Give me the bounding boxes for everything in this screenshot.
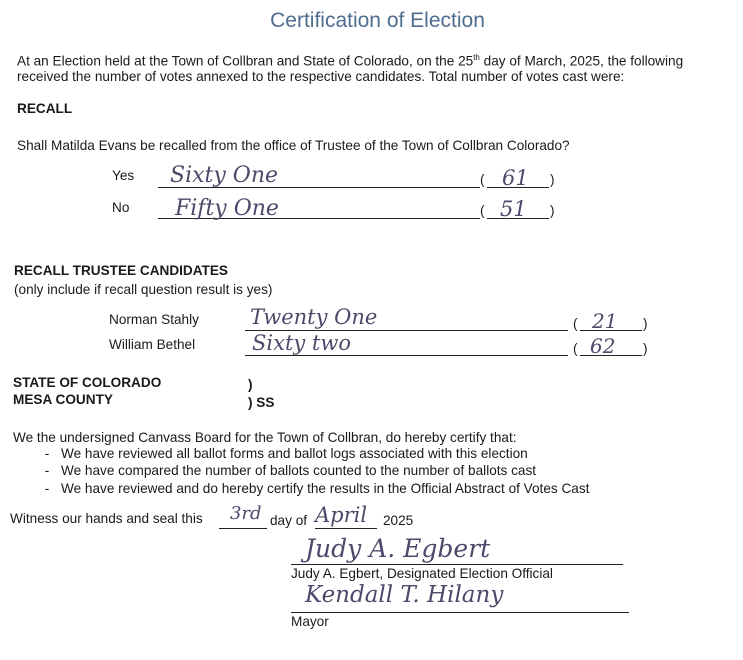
witness-month-line	[315, 528, 377, 529]
yes-written-votes: Sixty One	[170, 163, 279, 188]
witness-day-line	[219, 528, 267, 529]
no-count: 51	[500, 197, 527, 221]
bullet-dash: -	[44, 446, 50, 461]
venue-state: STATE OF COLORADO	[13, 375, 162, 390]
trustee-heading: RECALL TRUSTEE CANDIDATES	[14, 263, 228, 278]
witness-day: 3rd	[230, 503, 262, 524]
certify-item-2: - We have compared the number of ballots counted to the number of ballots cast	[33, 463, 536, 478]
no-paren-open: (	[480, 203, 485, 218]
candidate-1-paren-close: )	[643, 316, 648, 331]
candidate-2-paren-close: )	[643, 341, 648, 356]
option-label-yes: Yes	[112, 168, 135, 183]
yes-count: 61	[502, 166, 529, 190]
candidate-2-written-line	[245, 355, 568, 356]
certify-intro: We the undersigned Canvass Board for the Town of Collbran, do hereby certify that:	[13, 430, 517, 445]
option-label-no: No	[112, 200, 130, 215]
intro-line-1: At an Election held at the Town of Collbran and State of Colorado, on the 25th day of March, 2025, the following	[17, 53, 684, 69]
candidate-name-1: Norman Stahly	[109, 312, 199, 327]
trustee-note: (only include if recall question result is yes)	[14, 282, 273, 297]
bullet-dash: -	[44, 481, 50, 496]
witness-pre: Witness our hands and seal this	[10, 511, 203, 526]
document-title: Certification of Election	[270, 9, 485, 32]
signature-caption-2: Mayor	[291, 614, 329, 629]
signature-caption-1: Judy A. Egbert, Designated Election Official	[291, 566, 553, 581]
yes-paren-open: (	[480, 172, 485, 187]
candidate-1-paren-open: (	[573, 316, 578, 331]
candidate-name-2: William Bethel	[109, 337, 196, 352]
venue-paren: )	[248, 377, 253, 392]
candidate-2-written-votes: Sixty two	[252, 331, 351, 355]
witness-month: April	[315, 503, 368, 527]
signature-line-1	[291, 564, 623, 565]
candidate-2-paren-open: (	[573, 341, 578, 356]
no-written-votes: Fifty One	[175, 196, 279, 221]
witness-year: 2025	[383, 513, 414, 528]
signature-line-2	[291, 612, 629, 613]
venue-ss: ) SS	[248, 395, 275, 410]
bullet-dash: -	[44, 463, 50, 478]
venue-county: MESA COUNTY	[13, 392, 113, 407]
recall-heading: RECALL	[17, 101, 73, 116]
signature-election-official: Judy A. Egbert	[305, 534, 491, 563]
certify-item-3: - We have reviewed and do hereby certify the results in the Official Abstract of Votes Cast	[33, 481, 589, 496]
recall-question: Shall Matilda Evans be recalled from the office of Trustee of the Town of Collbran Colorado?	[17, 138, 570, 153]
certify-item-1: - We have reviewed all ballot forms and ballot logs associated with this election	[33, 446, 528, 461]
candidate-1-written-votes: Twenty One	[250, 305, 378, 329]
yes-paren-close: )	[550, 172, 555, 187]
candidate-1-count: 21	[592, 309, 618, 333]
signature-mayor: Kendall T. Hilany	[305, 582, 504, 608]
no-paren-close: )	[550, 203, 555, 218]
intro-line-2: received the number of votes annexed to the respective candidates. Total number of votes cast were:	[17, 69, 625, 84]
witness-mid: day of	[270, 513, 308, 528]
candidate-2-count: 62	[590, 334, 616, 358]
